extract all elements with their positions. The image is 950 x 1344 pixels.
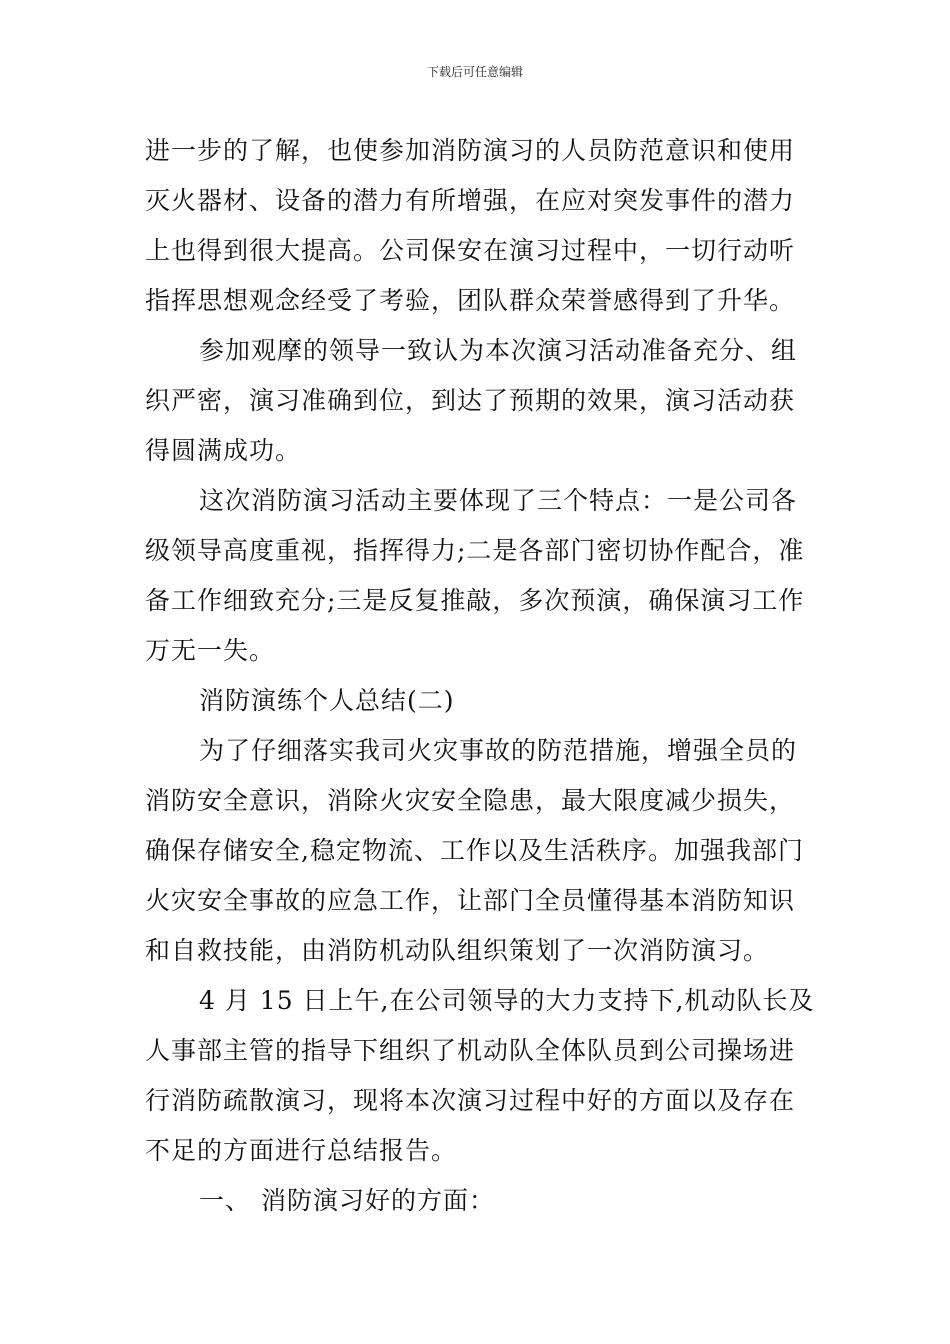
- text-line: 行消防疏散演习，现将本次演习过程中好的方面以及存在: [145, 1086, 796, 1115]
- subheading: [145, 676, 807, 726]
- text-line: 为了仔细落实我司火灾事故的防范措施，增强全员的: [199, 736, 798, 765]
- text-line: 人事部主管的指导下组织了机动队全体队员到公司操场进: [145, 1036, 796, 1065]
- text-line: 级领导高度重视，指挥得力;二是各部门密切协作配合，准: [145, 536, 805, 565]
- paragraph: [145, 326, 807, 476]
- text-line: 上也得到很大提高。公司保安在演习过程中，一切行动听: [145, 236, 796, 265]
- text-line: 备工作细致充分;三是反复推敲，多次预演，确保演习工作: [145, 586, 805, 615]
- page-header: 下载后可任意编辑: [426, 65, 523, 79]
- text-line: 4 月 15 日上午,在公司领导的大力支持下,机动队长及: [199, 986, 815, 1015]
- paragraph: [145, 726, 807, 976]
- text-line: 和自救技能，由消防机动队组织策划了一次消防演习。: [145, 936, 770, 965]
- subheading-text: 消防演练个人总结(二): [199, 686, 455, 715]
- text-line: 这次消防演习活动主要体现了三个特点：一是公司各: [199, 486, 798, 515]
- section-heading: [145, 1176, 807, 1226]
- paragraph: [145, 476, 807, 676]
- paragraph: [145, 126, 807, 326]
- text-line: 得圆满成功。: [145, 436, 302, 465]
- document-body: [145, 126, 815, 1226]
- paragraph: [145, 976, 815, 1176]
- text-line: 灭火器材、设备的潜力有所增强，在应对突发事件的潜力: [145, 186, 796, 215]
- text-line: 不足的方面进行总结报告。: [145, 1136, 458, 1165]
- text-line: 确保存储安全,稳定物流、工作以及生活秩序。加强我部门: [145, 836, 804, 865]
- text-line: 火灾安全事故的应急工作，让部门全员懂得基本消防知识: [145, 886, 796, 915]
- text-line: 进一步的了解，也使参加消防演习的人员防范意识和使用: [145, 136, 796, 165]
- section-number: 一、: [199, 1186, 252, 1215]
- text-line: 织严密，演习准确到位，到达了预期的效果，演习活动获: [145, 386, 796, 415]
- section-title: 消防演习好的方面：: [261, 1186, 496, 1215]
- text-line: 消防安全意识，消除火灾安全隐患，最大限度减少损失，: [145, 786, 796, 815]
- text-line: 指挥思想观念经受了考验，团队群众荣誉感得到了升华。: [145, 286, 796, 315]
- text-line: 万无一失。: [145, 636, 276, 665]
- text-line: 参加观摩的领导一致认为本次演习活动准备充分、组: [199, 336, 798, 365]
